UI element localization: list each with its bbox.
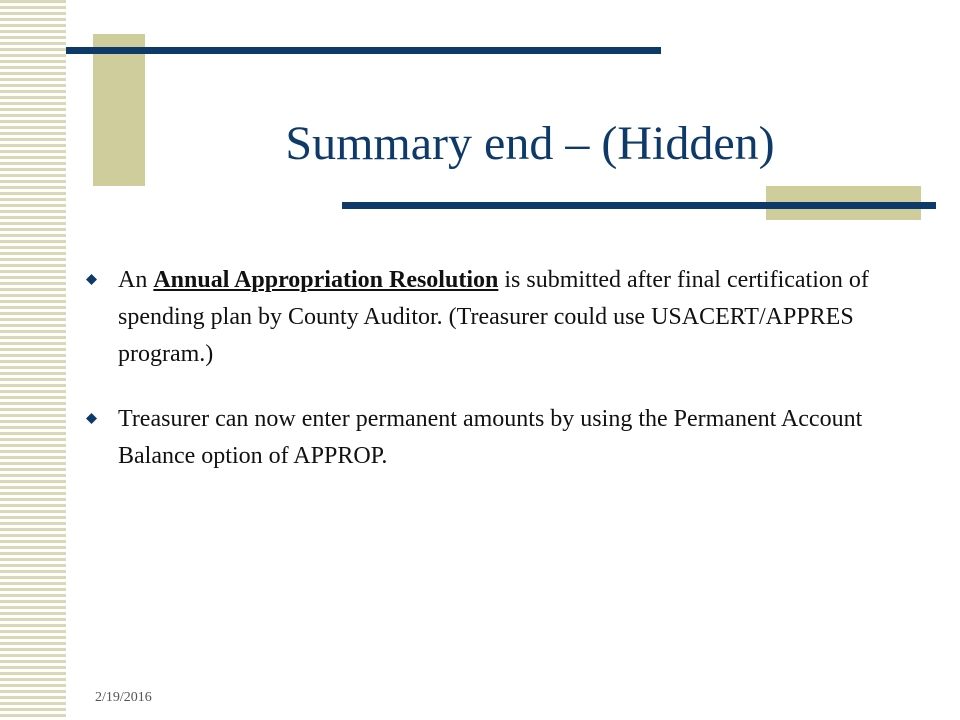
footer-date: 2/19/2016 — [95, 690, 152, 705]
decorative-line-bottom — [342, 202, 936, 209]
left-stripe-band — [0, 0, 68, 720]
annual-appropriation-resolution-term: Annual Appropriation Resolution — [153, 267, 499, 293]
decorative-line-top — [66, 47, 661, 54]
bullet-text: Treasurer can now enter permanent amounts by using the Permanent Account Balance option of APPROP. — [118, 406, 863, 469]
slide-title: Summary end – (Hidden) — [285, 117, 775, 170]
bullet-text-suffix: is submitted after final certification of spending plan by County Auditor. (Treasurer could use USACERT/APPRES program.) — [118, 267, 869, 367]
decorative-block-top-left — [93, 34, 145, 186]
bullet-list — [84, 262, 924, 503]
diamond-bullet-icon — [86, 274, 97, 285]
bullet-item — [84, 401, 924, 475]
bullet-item — [84, 262, 924, 373]
bullet-text-prefix: An — [118, 267, 154, 293]
diamond-bullet-icon — [86, 413, 97, 424]
